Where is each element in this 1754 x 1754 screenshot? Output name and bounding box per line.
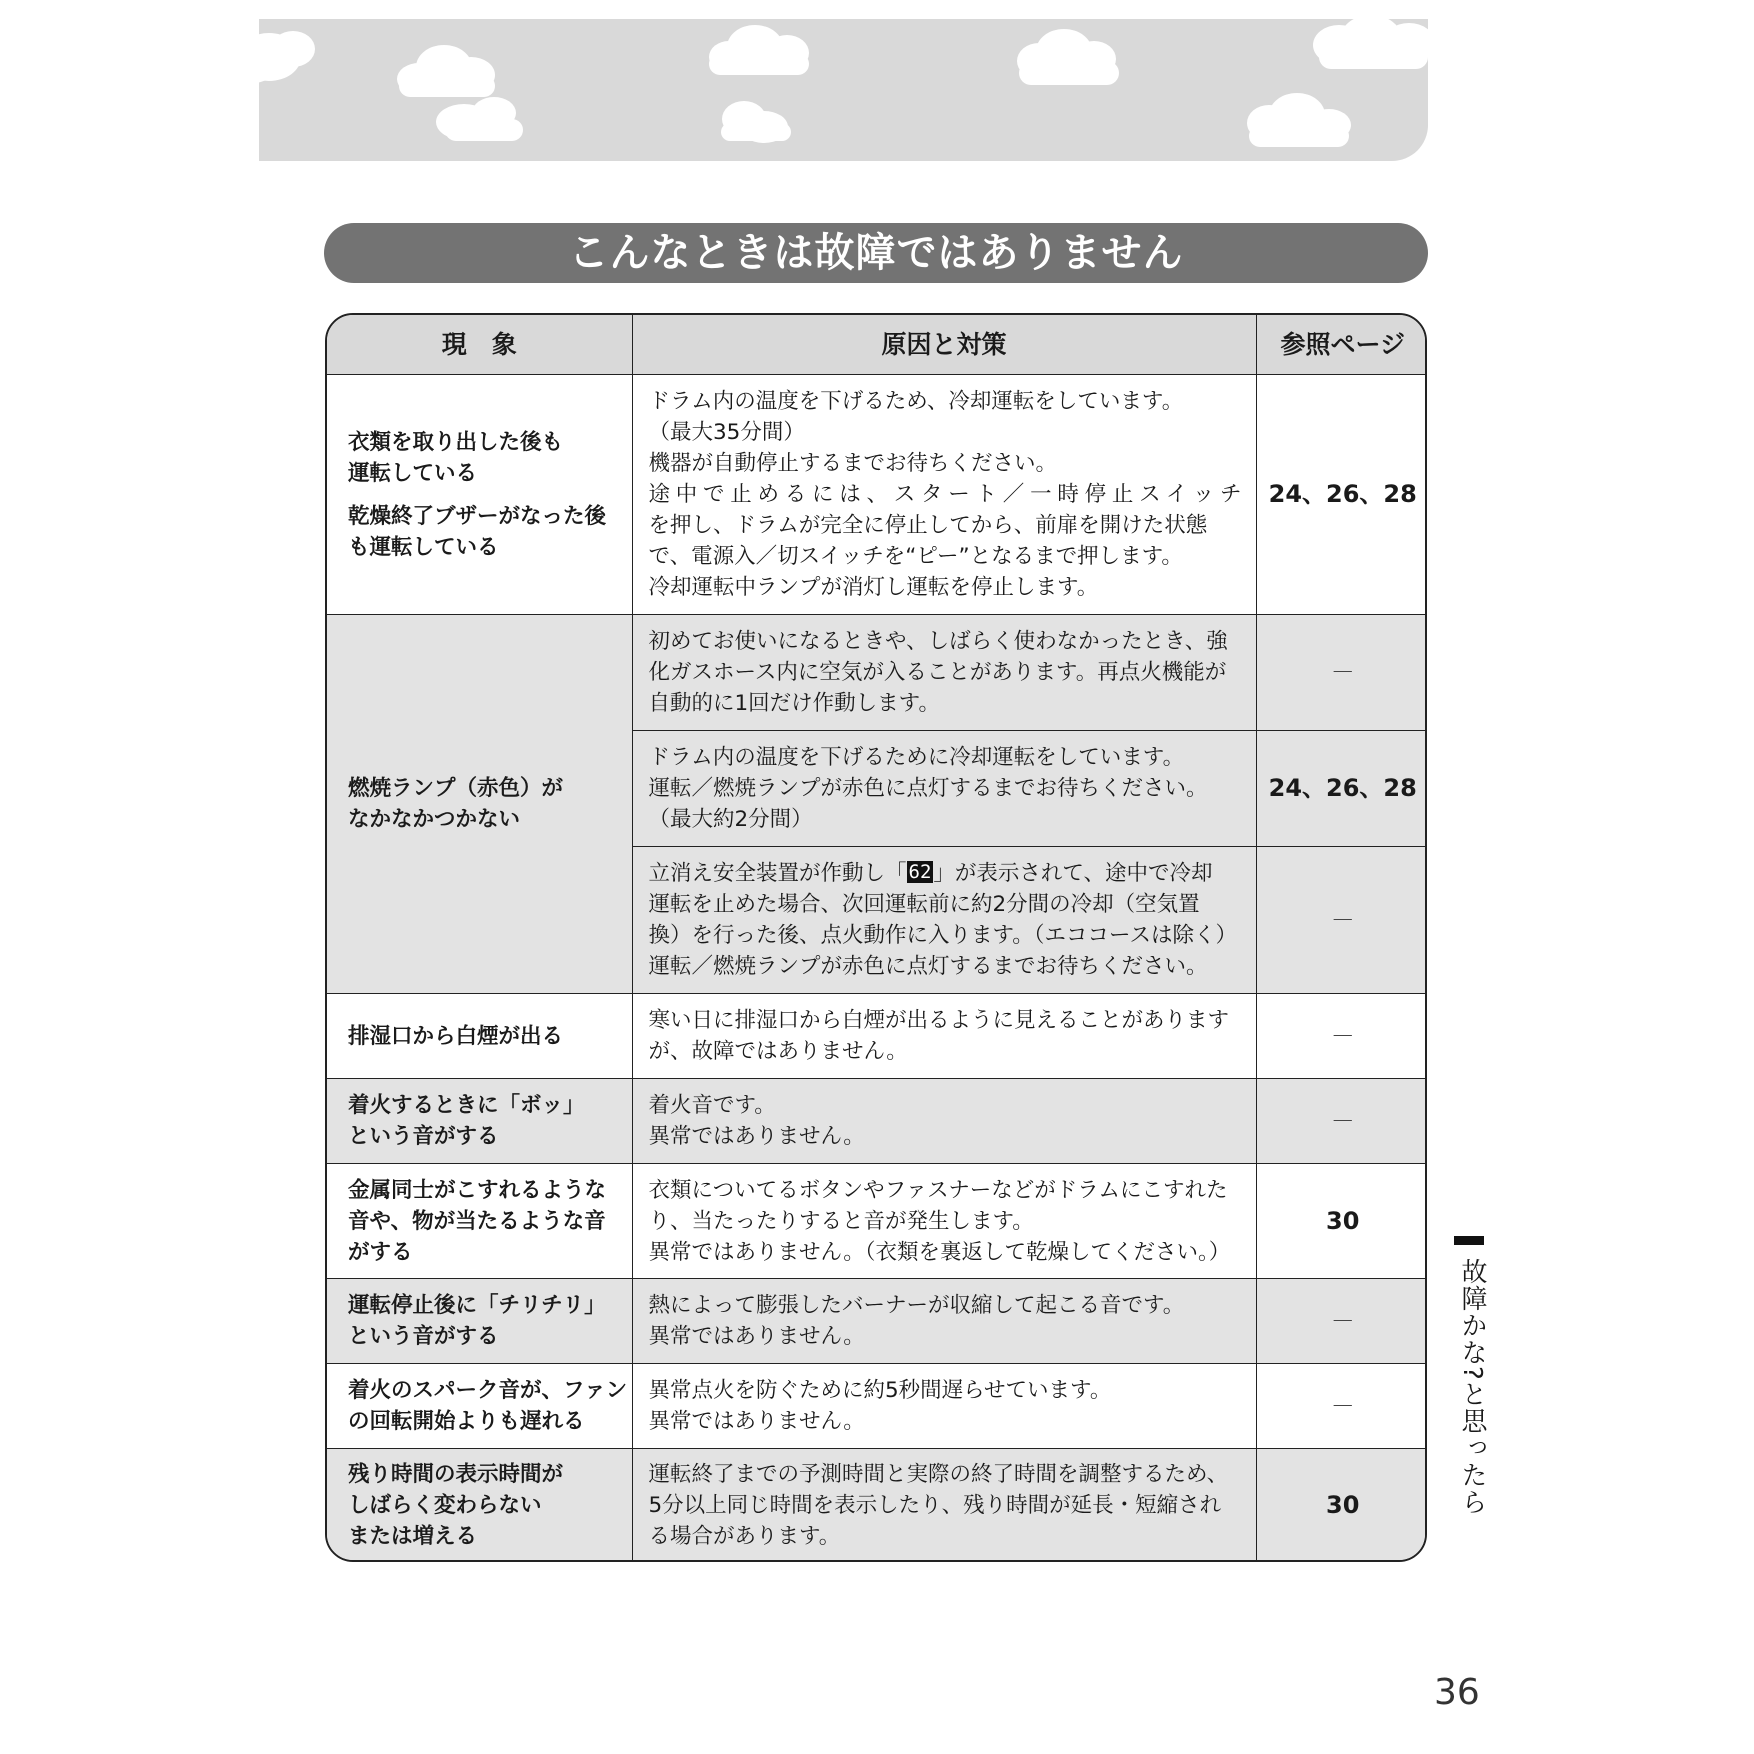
cause-cell: 初めてお使いになるときや、しばらく使わなかったとき、強 化ガスホース内に空気が入ることがあります。再点火機能が 自動的に1回だけ作動します。 — [632, 615, 1256, 731]
symptom-cell: 燃焼ランプ（赤色）が なかなかつかない — [327, 615, 632, 994]
page-number: 36 — [1434, 1672, 1480, 1713]
table-row — [327, 1079, 1427, 1164]
table-row — [327, 375, 1427, 615]
section-tab-marker — [1454, 1236, 1484, 1245]
cloud-banner — [259, 19, 1428, 161]
page-ref-cell: － — [1256, 1364, 1427, 1449]
page-ref-cell: 24、26、28 — [1256, 731, 1427, 847]
cause-cell: 着火音です。 異常ではありません。 — [632, 1079, 1256, 1164]
symptom-cell: 衣類を取り出した後も 運転している 乾燥終了ブザーがなった後 も運転している — [327, 375, 632, 615]
header-symptom: 現 象 — [327, 315, 632, 375]
page-title: こんなときは故障ではありません — [324, 223, 1428, 283]
cause-cell: 寒い日に排湿口から白煙が出るように見えることがあります が、故障ではありません。 — [632, 994, 1256, 1079]
table-row — [327, 1449, 1427, 1563]
table-row — [327, 1164, 1427, 1279]
cloud-shape — [436, 97, 523, 141]
table-row — [327, 1279, 1427, 1364]
error-code-display-icon: 62 — [908, 861, 932, 883]
page-ref-cell: 24、26、28 — [1256, 375, 1427, 615]
cloud-shape — [1017, 29, 1119, 85]
cause-cell: 熱によって膨張したバーナーが収縮して起こる音です。 異常ではありません。 — [632, 1279, 1256, 1364]
cause-cell: 異常点火を防ぐために約5秒間遅らせています。 異常ではありません。 — [632, 1364, 1256, 1449]
cause-cell: 衣類についてるボタンやファスナーなどがドラムにこすれた り、当たったりすると音が発生します。 異常ではありません。（衣類を裏返して乾燥してください。） — [632, 1164, 1256, 1279]
cause-cell: 立消え安全装置が作動し「 62」が表示されて、途中で冷却 運転を止めた場合、次回運転前に約2分間の冷却（空気置 換）を行った後、点火動作に入ります。（エココースは除く） 運転／燃焼ランプが赤色に点灯するまでお待ちください。 — [632, 847, 1256, 994]
page-ref-cell: － — [1256, 1279, 1427, 1364]
table-row — [327, 615, 1427, 731]
symptom-cell: 金属同士がこすれるような 音や、物が当たるような音 がする — [327, 1164, 632, 1279]
symptom-cell: 排湿口から白煙が出る — [327, 994, 632, 1079]
cause-cell: 運転終了までの予測時間と実際の終了時間を調整するため、 5分以上同じ時間を表示したり、残り時間が延長・短縮され る場合があります。 — [632, 1449, 1256, 1563]
symptom-cell: 着火のスパーク音が、ファン の回転開始よりも遅れる — [327, 1364, 632, 1449]
symptom-cell: 残り時間の表示時間が しばらく変わらない または増える — [327, 1449, 632, 1563]
table-row — [327, 1364, 1427, 1449]
header-page: 参照ページ — [1256, 315, 1427, 375]
page-ref-cell: 30 — [1256, 1164, 1427, 1279]
section-label: 故障かな?と思ったら — [1457, 1258, 1487, 1516]
table-row — [327, 994, 1427, 1079]
page-ref-cell: 30 — [1256, 1449, 1427, 1563]
cloud-shape — [721, 101, 791, 143]
table-header-row — [327, 315, 1427, 375]
clouds-illustration — [259, 19, 1428, 161]
page-ref-cell: － — [1256, 847, 1427, 994]
cause-cell: ドラム内の温度を下げるために冷却運転をしています。 運転／燃焼ランプが赤色に点灯するまでお待ちください。 （最大約2分間） — [632, 731, 1256, 847]
cloud-shape — [709, 25, 809, 75]
header-cause: 原因と対策 — [632, 315, 1256, 375]
symptom-cell: 着火するときに「ボッ」 という音がする — [327, 1079, 632, 1164]
cloud-shape — [397, 45, 495, 97]
cloud-shape — [1247, 93, 1351, 147]
cloud-shape — [1313, 19, 1428, 69]
cloud-shape — [259, 31, 315, 83]
symptom-cell: 運転停止後に「チリチリ」 という音がする — [327, 1279, 632, 1364]
cause-cell: ドラム内の温度を下げるため、冷却運転をしています。 （最大35分間） 機器が自動停止するまでお待ちください。 途中で止めるには、スタート／一時停止スイッチ を押し、ドラムが完全に停止してから、前扉を開けた状態 で、電源入／切スイッチを“ピー”となるまで押します。 冷却運転中ランプが消灯し運転を停止します。 — [632, 375, 1256, 615]
page-ref-cell: － — [1256, 1079, 1427, 1164]
troubleshooting-table — [325, 313, 1427, 1562]
page-ref-cell: － — [1256, 615, 1427, 731]
page-ref-cell: － — [1256, 994, 1427, 1079]
